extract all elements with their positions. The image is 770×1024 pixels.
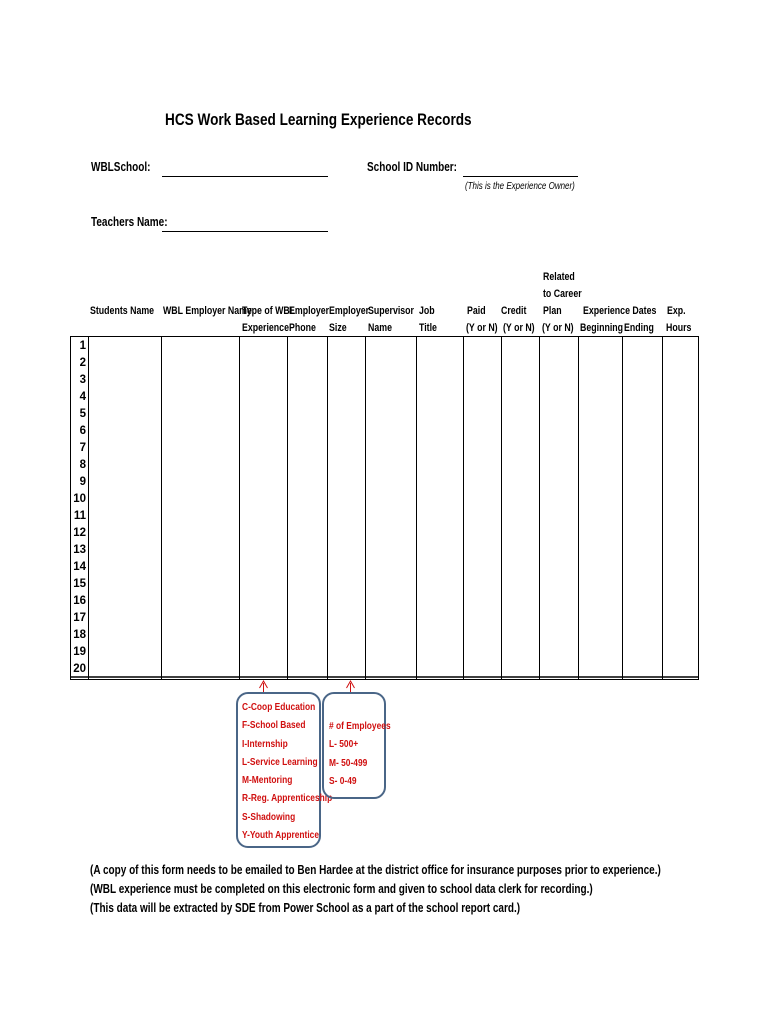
col-supervisor-name: Name	[368, 322, 392, 334]
row-number: 7	[79, 442, 86, 454]
teachers-name-label: Teachers Name:	[91, 215, 168, 229]
row-number: 17	[73, 612, 86, 624]
row-number: 15	[73, 578, 86, 590]
legend-type-item: M-Mentoring	[242, 774, 293, 787]
row-number: 5	[79, 408, 86, 420]
col-type-of-wbl: Type of WBL	[242, 305, 296, 317]
legend-type-item: I-Internship	[242, 737, 288, 750]
col-credit-yn: (Y or N)	[503, 322, 535, 334]
legend-type-item: R-Reg. Apprenticeship	[242, 792, 333, 805]
legend-type-item: S-Shadowing	[242, 810, 296, 823]
row-number: 11	[73, 510, 86, 522]
experience-owner-note: (This is the Experience Owner)	[465, 181, 575, 192]
col-experience: Experience	[242, 322, 289, 334]
wbl-type-legend	[236, 692, 333, 848]
col-exp: Exp.	[667, 305, 686, 317]
col-plan-yn: (Y or N)	[542, 322, 574, 334]
footer-note-2: (WBL experience must be completed on this electronic form and given to school data clerk for recording.)	[90, 882, 593, 896]
col-employer: Employer	[289, 305, 330, 317]
col-credit: Credit	[501, 305, 527, 317]
row-number: 19	[73, 646, 86, 658]
wbl-school-label: WBLSchool:	[91, 160, 151, 174]
row-number: 6	[79, 425, 86, 437]
col-wbl-employer-name: WBL Employer Name	[163, 305, 252, 317]
col-to-career: to Career	[543, 288, 582, 300]
page-title: HCS Work Based Learning Experience Records	[165, 110, 472, 129]
col-beginning: Beginning	[580, 322, 624, 334]
col-plan: Plan	[543, 305, 562, 317]
col-ending: Ending	[624, 322, 654, 334]
col-related: Related	[543, 271, 575, 283]
legend-size-item: S- 0-49	[329, 774, 357, 787]
row-number: 14	[73, 561, 86, 573]
legend-size-item: M- 50-499	[329, 756, 368, 769]
row-number: 16	[73, 595, 86, 607]
row-number: 9	[79, 476, 86, 488]
row-number: 18	[73, 629, 86, 641]
row-number: 2	[79, 357, 86, 369]
row-number: 1	[79, 340, 86, 352]
row-number: 12	[73, 527, 86, 539]
col-employer-size: Employer	[329, 305, 370, 317]
col-paid: Paid	[467, 305, 486, 317]
col-experience-dates: Experience Dates	[583, 305, 657, 317]
row-number: 3	[79, 374, 86, 386]
school-id-label: School ID Number:	[367, 160, 458, 174]
legend-type-item: F-School Based	[242, 719, 306, 732]
col-job-title: Title	[419, 322, 437, 334]
employer-size-legend	[322, 692, 391, 799]
col-paid-yn: (Y or N)	[466, 322, 498, 334]
footer-note-3: (This data will be extracted by SDE from Power School as a part of the school report card.)	[90, 901, 521, 915]
col-students-name: Students Name	[90, 305, 155, 317]
legend-type-item: Y-Youth Apprentice	[242, 829, 320, 842]
col-job: Job	[419, 305, 435, 317]
legend-size-item: # of Employees	[329, 720, 391, 732]
footer-note-1: (A copy of this form needs to be emailed to Ben Hardee at the district office for insurance purposes prior to experience.)	[90, 863, 661, 877]
legend-size-item: L- 500+	[329, 738, 359, 751]
row-number: 20	[73, 663, 86, 675]
row-number: 10	[73, 493, 86, 505]
col-hours: Hours	[666, 322, 692, 334]
col-phone: Phone	[289, 322, 316, 334]
row-number: 8	[79, 459, 86, 471]
row-number: 4	[79, 391, 86, 403]
col-supervisor: Supervisor	[368, 305, 414, 317]
col-size: Size	[329, 322, 347, 334]
legend-type-item: C-Coop Education	[242, 701, 316, 713]
footer-notes	[90, 863, 770, 920]
legend-type-item: L-Service Learning	[242, 755, 318, 768]
row-number: 13	[73, 544, 86, 556]
